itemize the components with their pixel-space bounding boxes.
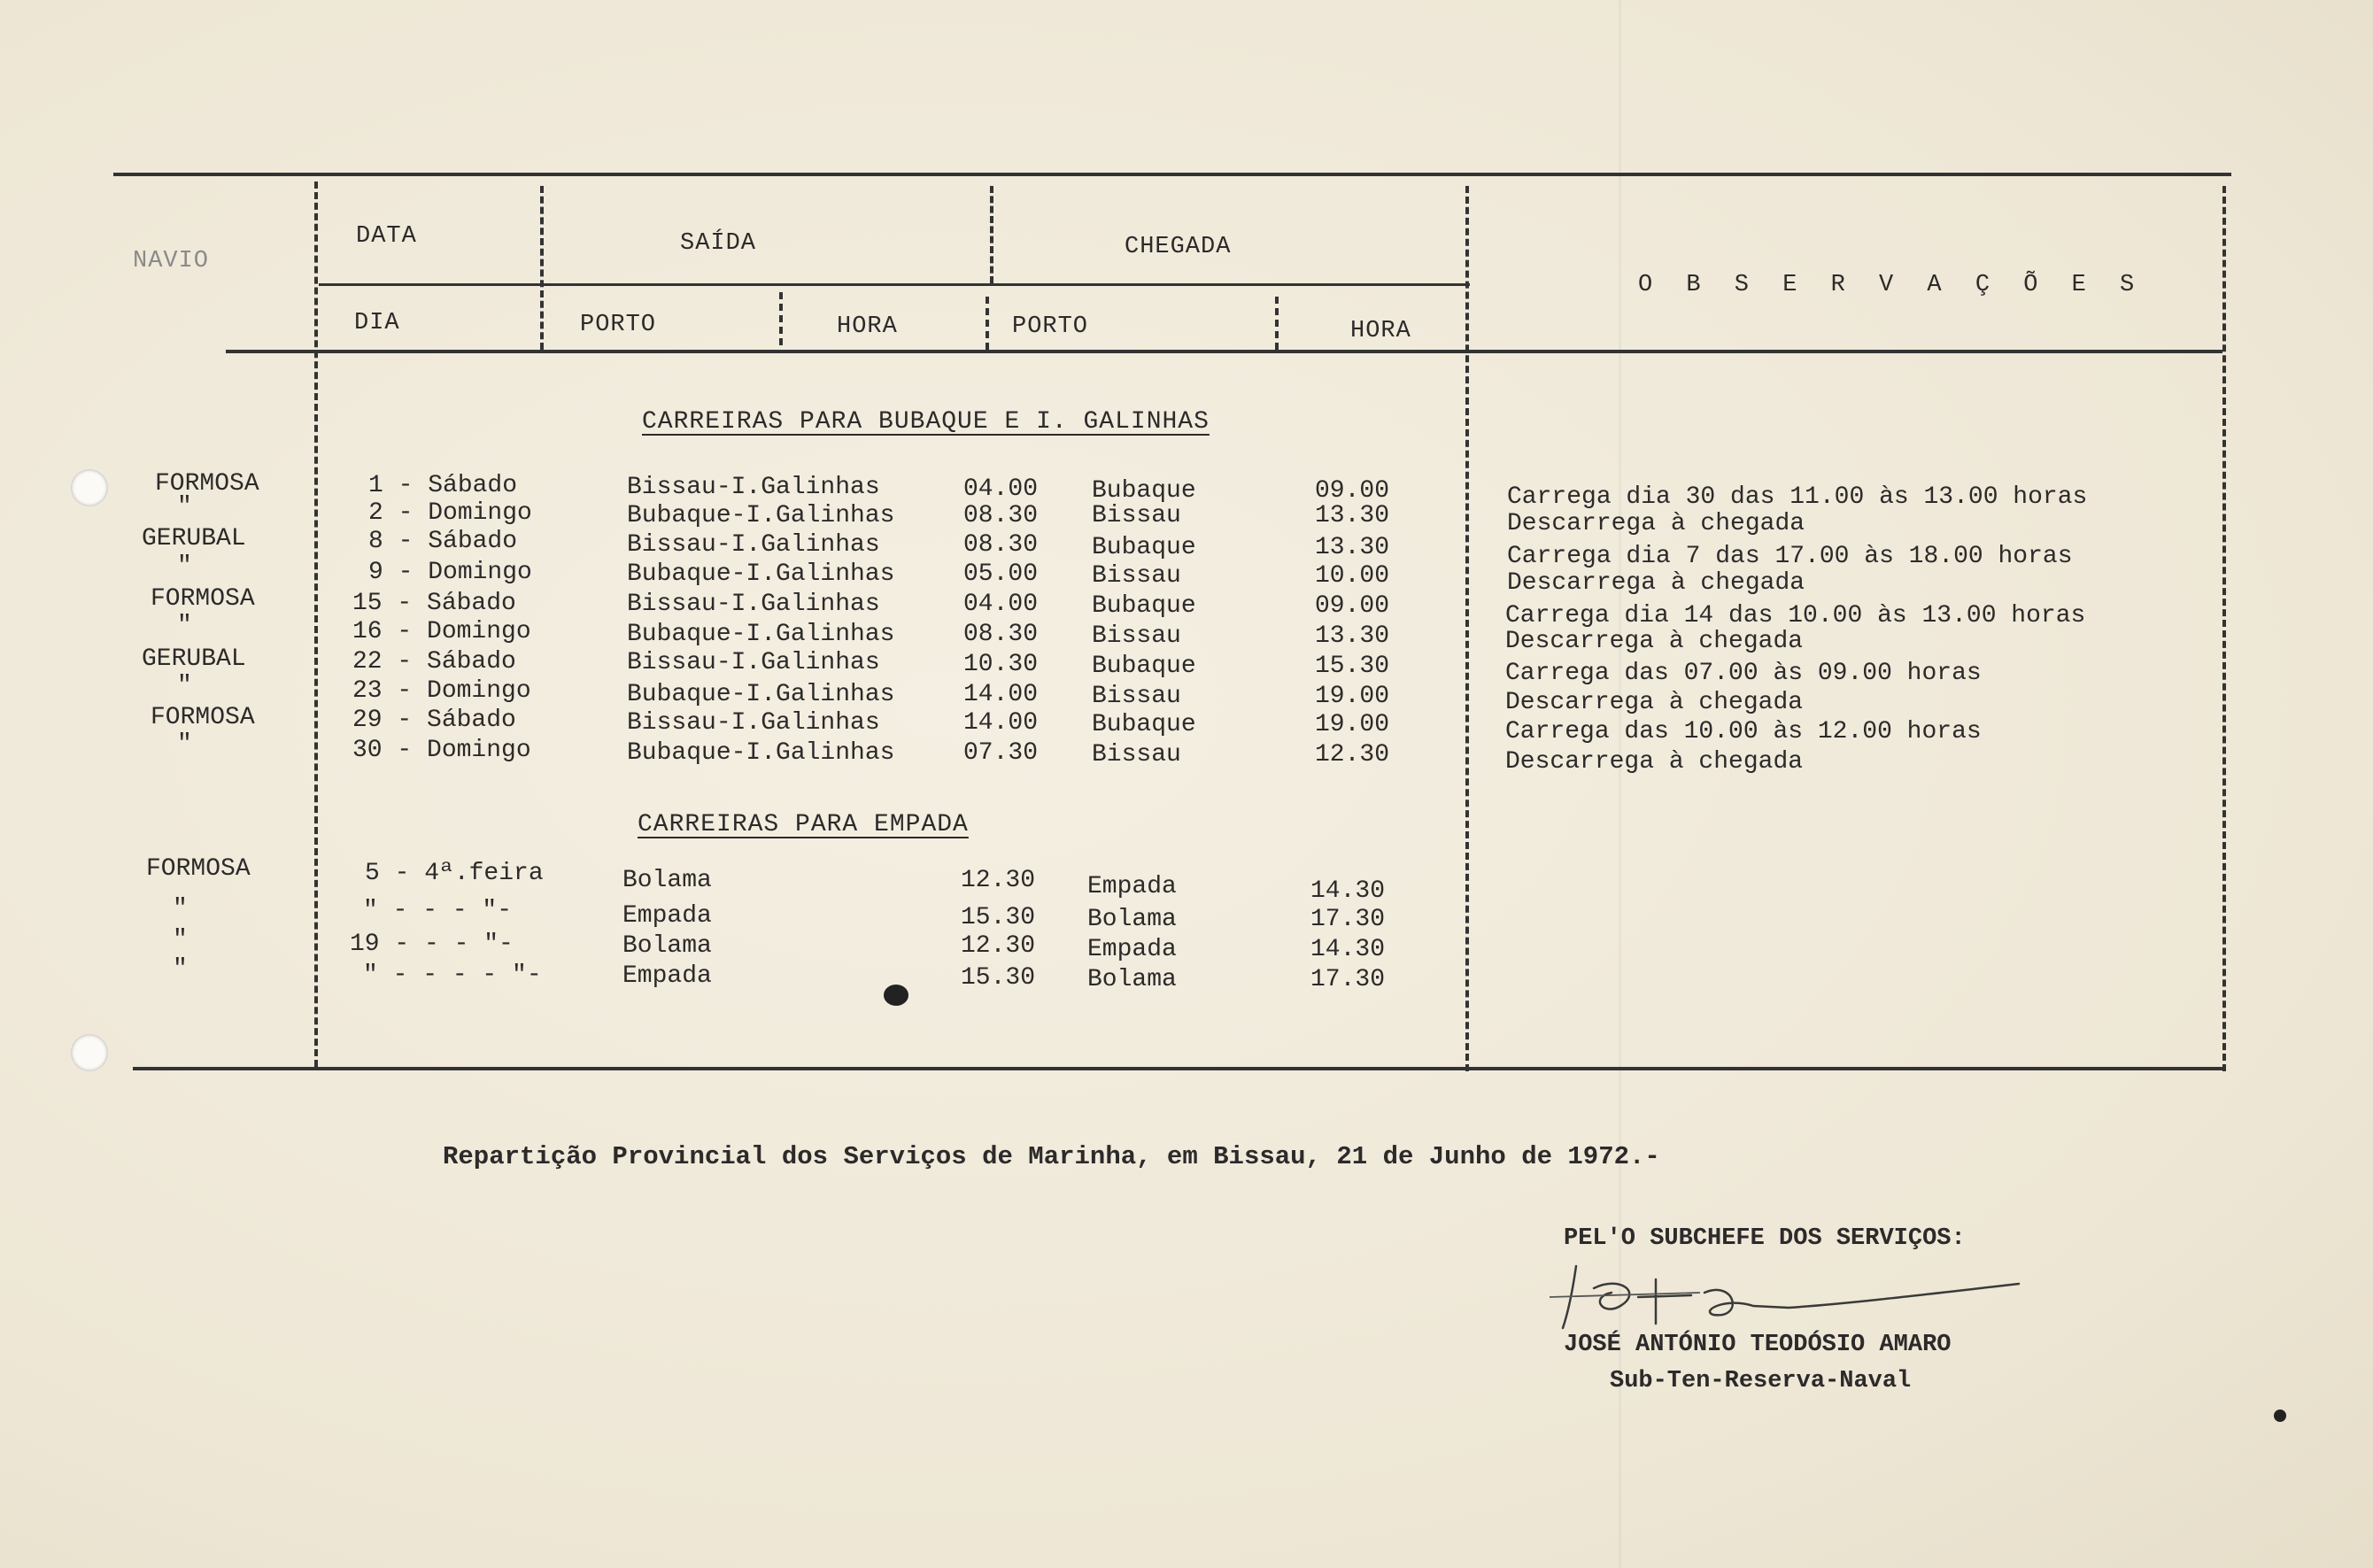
cell-dia: 1 - Sábado	[368, 472, 518, 499]
cell-porto-chegada: Bissau	[1092, 683, 1181, 710]
cell-dia: " - - - "-	[363, 897, 513, 924]
col-divider-chegada-hora	[1275, 297, 1279, 350]
cell-hora-saida: 08.30	[963, 531, 1039, 559]
ink-speck	[2274, 1410, 2286, 1422]
header-saida: SAÍDA	[680, 230, 757, 257]
cell-hora-chegada: 17.30	[1310, 966, 1386, 993]
col-divider-right	[2222, 186, 2226, 1071]
cell-hora-saida: 05.00	[963, 560, 1039, 588]
cell-porto-saida: Bissau-I.Galinhas	[627, 649, 880, 676]
cell-hora-saida: 12.30	[961, 932, 1036, 960]
cell-porto-chegada: Bissau	[1092, 562, 1181, 590]
obs-line: Carrega das 10.00 às 12.00 horas	[1505, 718, 1982, 745]
cell-hora-chegada: 09.00	[1315, 592, 1390, 620]
cell-hora-chegada: 17.30	[1310, 906, 1386, 933]
cell-dia: " - - - - "-	[363, 962, 542, 989]
punch-hole-bottom	[71, 1034, 108, 1071]
cell-porto-chegada: Bolama	[1087, 966, 1177, 993]
cell-hora-chegada: 12.30	[1315, 741, 1390, 769]
cell-hora-saida: 15.30	[961, 904, 1036, 931]
col-divider-saida	[990, 186, 993, 283]
cell-porto-chegada: Bubaque	[1092, 534, 1196, 561]
obs-line: Descarrega à chegada	[1507, 569, 1805, 597]
header-porto-saida: PORTO	[580, 312, 657, 338]
obs-line: Carrega dia 14 das 10.00 às 13.00 horas	[1505, 602, 2086, 630]
obs-line: Descarrega à chegada	[1505, 689, 1804, 716]
col-divider-saida-hora	[779, 292, 783, 345]
header-observacoes: O B S E R V A Ç Õ E S	[1638, 272, 2145, 298]
obs-line: Descarrega à chegada	[1505, 628, 1804, 655]
obs-line: Descarrega à chegada	[1505, 748, 1804, 776]
header-chegada: CHEGADA	[1125, 234, 1232, 260]
cell-dia: 5 - 4ª.feira	[365, 860, 544, 887]
cell-porto-chegada: Bolama	[1087, 906, 1177, 933]
cell-porto-saida: Bubaque-I.Galinhas	[627, 560, 895, 588]
obs-line: Carrega dia 30 das 11.00 às 13.00 horas	[1507, 483, 2088, 511]
header-mid-rule	[319, 283, 1470, 286]
punch-hole-top	[71, 469, 108, 506]
cell-porto-chegada: Bubaque	[1092, 711, 1196, 738]
cell-porto-chegada: Bubaque	[1092, 653, 1196, 680]
header-navio: NAVIO	[133, 248, 210, 274]
cell-hora-saida: 15.30	[961, 964, 1036, 992]
cell-dia: 19 - - - "-	[350, 931, 514, 958]
cell-porto-chegada: Bissau	[1092, 741, 1181, 769]
cell-porto-chegada: Empada	[1087, 873, 1177, 900]
cell-navio: "	[173, 895, 188, 923]
cell-navio: FORMOSA	[151, 585, 255, 613]
cell-hora-saida: 04.00	[963, 591, 1039, 618]
cell-hora-saida: 07.30	[963, 739, 1039, 767]
cell-dia: 22 - Sábado	[352, 648, 516, 676]
cell-hora-saida: 14.00	[963, 681, 1039, 708]
cell-porto-saida: Bubaque-I.Galinhas	[627, 681, 895, 708]
cell-hora-saida: 14.00	[963, 709, 1039, 737]
cell-porto-saida: Bubaque-I.Galinhas	[627, 621, 895, 648]
cell-navio: "	[177, 552, 192, 580]
col-divider-chegada-porto	[986, 297, 989, 350]
cell-hora-chegada: 10.00	[1315, 562, 1390, 590]
header-bottom-rule	[226, 350, 2222, 353]
header-porto-chegada: PORTO	[1012, 313, 1089, 340]
cell-porto-saida: Bolama	[622, 932, 712, 960]
cell-porto-chegada: Bubaque	[1092, 592, 1196, 620]
cell-hora-chegada: 13.30	[1315, 502, 1390, 529]
cell-navio: "	[173, 955, 188, 983]
cell-hora-chegada: 13.30	[1315, 622, 1390, 650]
cell-porto-saida: Bissau-I.Galinhas	[627, 474, 880, 501]
header-dia: DIA	[354, 310, 400, 336]
cell-hora-chegada: 14.30	[1310, 936, 1386, 963]
header-hora-chegada: HORA	[1350, 318, 1411, 344]
cell-navio: "	[177, 612, 192, 639]
cell-dia: 2 - Domingo	[368, 499, 532, 527]
cell-porto-saida: Empada	[622, 902, 712, 930]
cell-dia: 16 - Domingo	[352, 618, 531, 645]
cell-porto-chegada: Bissau	[1092, 622, 1181, 650]
col-divider-dia	[540, 186, 544, 350]
cell-navio: GERUBAL	[142, 525, 246, 552]
cell-navio: FORMOSA	[155, 470, 259, 498]
cell-hora-chegada: 19.00	[1315, 711, 1390, 738]
place-date-line: Repartição Provincial dos Serviços de Marinha, em Bissau, 21 de Junho de 1972.-	[443, 1142, 1660, 1171]
cell-dia: 15 - Sábado	[352, 590, 516, 617]
header-data: DATA	[356, 223, 417, 250]
cell-hora-saida: 08.30	[963, 502, 1039, 529]
cell-dia: 30 - Domingo	[352, 737, 531, 764]
cell-porto-saida: Bolama	[622, 867, 712, 894]
cell-porto-saida: Empada	[622, 962, 712, 990]
col-divider-observacoes	[1465, 186, 1469, 1071]
cell-porto-saida: Bubaque-I.Galinhas	[627, 502, 895, 529]
cell-navio: "	[173, 926, 188, 954]
handwritten-signature	[1523, 1244, 2054, 1341]
cell-hora-chegada: 13.30	[1315, 534, 1390, 561]
section-title-bubaque: CARREIRAS PARA BUBAQUE E I. GALINHAS	[642, 408, 1210, 436]
cell-hora-chegada: 14.30	[1310, 877, 1386, 905]
cell-dia: 29 - Sábado	[352, 707, 516, 734]
header-hora-saida: HORA	[837, 313, 898, 340]
col-divider-navio	[314, 182, 318, 1067]
cell-porto-saida: Bissau-I.Galinhas	[627, 591, 880, 618]
table-bottom-rule	[133, 1067, 2222, 1070]
cell-hora-chegada: 19.00	[1315, 683, 1390, 710]
cell-hora-chegada: 09.00	[1315, 477, 1390, 505]
obs-line: Descarrega à chegada	[1507, 510, 1805, 537]
cell-porto-saida: Bissau-I.Galinhas	[627, 531, 880, 559]
cell-porto-saida: Bissau-I.Galinhas	[627, 709, 880, 737]
table-top-rule	[113, 173, 2231, 176]
cell-navio: GERUBAL	[142, 645, 246, 673]
cell-hora-saida: 08.30	[963, 621, 1039, 648]
cell-hora-saida: 12.30	[961, 867, 1036, 894]
cell-porto-saida: Bubaque-I.Galinhas	[627, 739, 895, 767]
cell-hora-saida: 04.00	[963, 475, 1039, 503]
cell-dia: 23 - Domingo	[352, 677, 531, 705]
cell-porto-chegada: Empada	[1087, 936, 1177, 963]
cell-hora-chegada: 15.30	[1315, 653, 1390, 680]
cell-porto-chegada: Bissau	[1092, 502, 1181, 529]
signatory-name: JOSÉ ANTÓNIO TEODÓSIO AMARO	[1564, 1332, 1952, 1358]
cell-navio: FORMOSA	[151, 704, 255, 731]
cell-navio: "	[177, 730, 192, 758]
cell-navio: "	[177, 672, 192, 699]
cell-dia: 8 - Sábado	[368, 528, 518, 555]
signatory-rank: Sub-Ten-Reserva-Naval	[1610, 1368, 1912, 1394]
ink-blot	[884, 985, 908, 1006]
obs-line: Carrega dia 7 das 17.00 às 18.00 horas	[1507, 543, 2073, 570]
cell-dia: 9 - Domingo	[368, 559, 532, 586]
cell-hora-saida: 10.30	[963, 651, 1039, 678]
obs-line: Carrega das 07.00 às 09.00 horas	[1505, 660, 1982, 687]
signatory-title: PEL'O SUBCHEFE DOS SERVIÇOS:	[1564, 1225, 1966, 1252]
cell-navio: FORMOSA	[146, 855, 251, 883]
section-title-empada: CARREIRAS PARA EMPADA	[638, 811, 969, 838]
cell-navio: "	[177, 493, 192, 521]
cell-porto-chegada: Bubaque	[1092, 477, 1196, 505]
